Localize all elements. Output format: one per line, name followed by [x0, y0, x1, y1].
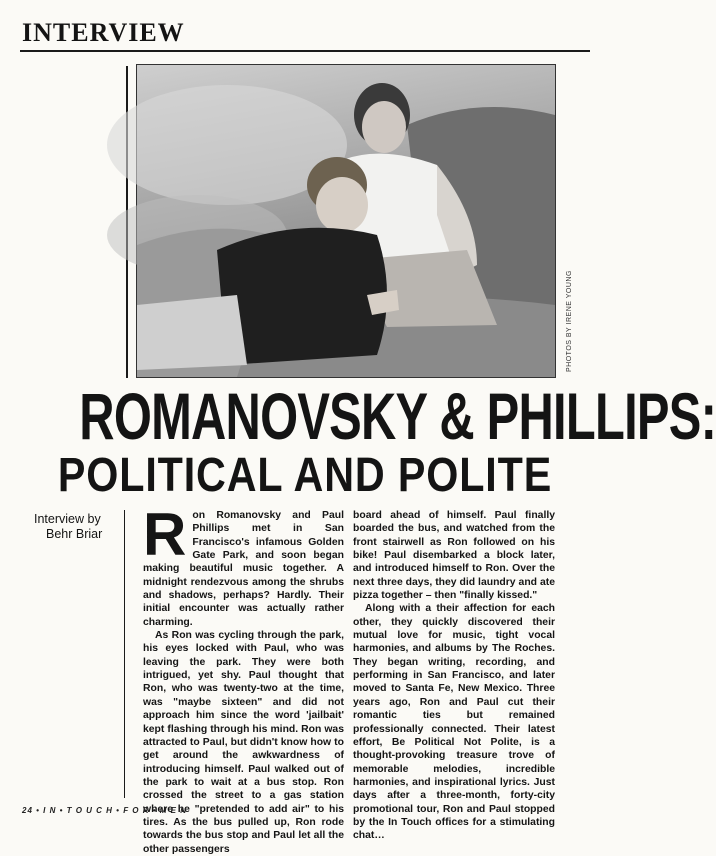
headline-title: ROMANOVSKY & PHILLIPS:: [79, 379, 716, 453]
paragraph-text: on Romanovsky and Paul Phillips met in San Francisco's infamous Golden Gate Park, and soon began making beautiful music together. A midnight rendezvous among the shrubs and shadows, perhaps? Hardly. Their initial encounter was actually rather charming.: [143, 510, 344, 628]
header-rule: [20, 50, 590, 52]
photo-credit: PHOTOS BY IRENE YOUNG: [566, 270, 573, 372]
byline: [34, 512, 124, 542]
headline-subtitle: POLITICAL AND POLITE: [57, 449, 553, 502]
portrait-photo: [136, 64, 556, 378]
byline-prefix: Interview by: [34, 512, 101, 526]
article-paragraph: Along with a their affection for each other, they quickly discovered their mutual love for music, tight vocal harmonies, and albums by The Roches. They began writing, recording, and performing in San Francisco, and later moved to Santa Fe, New Mexico. Three years ago, Ron and Paul cut their romantic ties but remained professionally connected. Their latest effort, Be Political Not Polite, is a thought-provoking treasure trove of memorable melodies, incredible harmonies, and inspirational lyrics. Just days after a three-month, forty-city promotional tour, Ron and Paul stopped by the In Touch offices for a stimulating chat…: [353, 603, 555, 842]
article-paragraph: As Ron was cycling through the park, his eyes locked with Paul, who was leaving the park. They were both intrigued, yet shy. Paul thought that Ron, who was twenty-two at the time, was "maybe sixteen" and did not approach him since the word 'jailbait' kept flashing through his mind. Ron was attracted to Paul, but didn't know how to get around the awkwardness of introducing himself. Paul walked out of the park to wait at a bus stop. Ron crossed the street to a gas station where he "pretended to add air" to his tires. As the bus pulled up, Ron rode towards the bus stop and Paul let all the other passengers: [143, 630, 344, 855]
page-footer: 24 • I N • T O U C H • F O R • M E N: [22, 806, 187, 815]
photo-illustration: [137, 65, 555, 377]
byline-author: Behr Briar: [46, 527, 103, 541]
byline-rule: [124, 510, 125, 798]
article-column-2: [353, 509, 555, 843]
article-paragraph: [143, 501, 344, 629]
section-label: INTERVIEW: [22, 18, 185, 47]
drop-cap: R: [143, 501, 187, 568]
article-paragraph: board ahead of himself. Paul finally boarded the bus, and watched from the front stairwell as Ron followed on his bike! Paul disembarked a block later, and introduced himself to Ron. Over the next three days, they did laundry and ate pizza together – then "finally kissed.": [353, 510, 555, 602]
article-column-1: [143, 501, 344, 856]
